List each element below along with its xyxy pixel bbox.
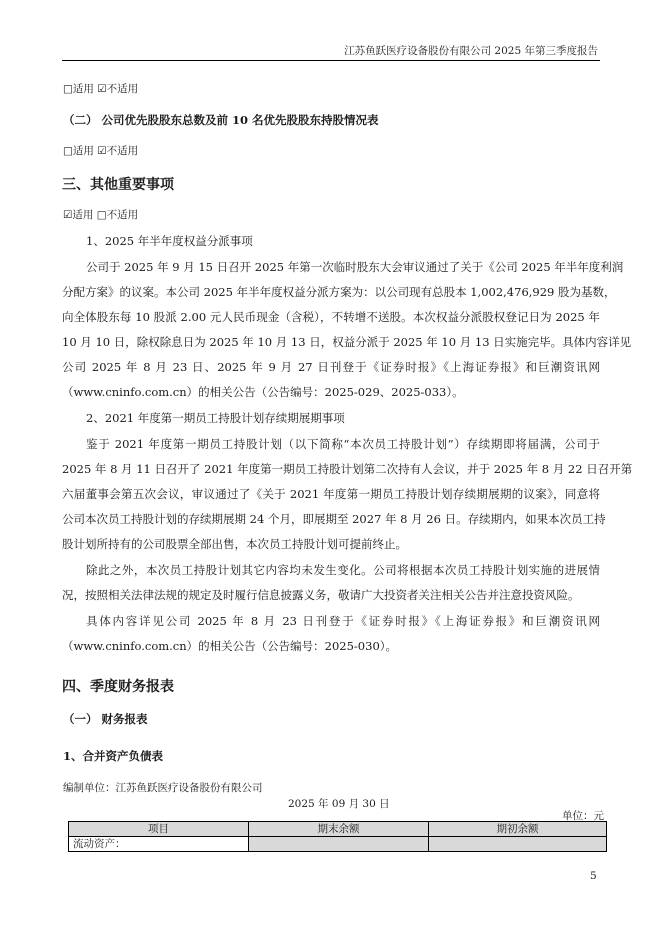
item1-line: （www.cninfo.com.cn）的相关公告（公告编号：2025-029、2025-033）。 <box>62 385 464 399</box>
other-applicability: ☑适用 □不适用 <box>63 209 139 221</box>
applicability-checkbox: □适用 ☑不适用 <box>63 83 139 95</box>
page-number: 5 <box>590 870 597 882</box>
item1-line: 分配方案》的议案。本公司 2025 年半年度权益分派方案为：以公司现有总股本 1,002,476,929 股为基数， <box>62 285 616 299</box>
item2-line: 2025 年 8 月 11 日召开了 2021 年度第一期员工持股计划第二次持有人会议，并于 2025 年 8 月 22 日召开第 <box>62 462 633 476</box>
item2-line: 具体内容详见公司 2025 年 8 月 23 日刊登于《证券时报》《上海证券报》和巨潮资讯网 <box>86 614 600 628</box>
item2-title: 2、2021 年度第一期员工持股计划存续期展期事项 <box>86 411 345 425</box>
item1-line: 向全体股东每 10 股派 2.00 元人民币现金（含税），不转增不送股。本次权益分派股权登记日为 2025 年 <box>62 310 600 324</box>
item2-line: 况，按照相关法律法规的规定及时履行信息披露义务，敬请广大投资者关注相关公告并注意投资风险。 <box>62 588 580 602</box>
item1-line: 公司于 2025 年 9 月 15 日召开 2025 年第一次临时股东大会审议通过了关于《公司 2025 年半年度利润 <box>86 260 624 274</box>
table-cell <box>249 837 429 852</box>
column-header: 期末余额 <box>249 822 429 837</box>
table-header-row <box>69 822 607 837</box>
balance-sheet-table <box>68 821 607 852</box>
other-matters-heading: 三、其他重要事项 <box>62 177 174 193</box>
table-row <box>69 837 607 852</box>
header-rule <box>62 60 600 61</box>
unit-label: 单位：元 <box>562 810 604 822</box>
column-header: 项目 <box>69 822 249 837</box>
item2-line: 股计划所持有的公司股票全部出售，本次员工持股计划可提前终止。 <box>62 537 407 551</box>
item2-line: （www.cninfo.com.cn）的相关公告（公告编号：2025-030）。 <box>62 639 398 653</box>
table-cell: 流动资产： <box>69 837 249 852</box>
column-header: 期初余额 <box>429 822 607 837</box>
item1-title: 1、2025 年半年度权益分派事项 <box>86 234 253 248</box>
preferred-applicability: □适用 ☑不适用 <box>63 145 139 157</box>
financial-statements-heading: 四、季度财务报表 <box>62 679 174 695</box>
table-cell <box>429 837 607 852</box>
item2-line: 除此之外，本次员工持股计划其它内容均未发生变化。公司将根据本次员工持股计划实施的进展情 <box>86 563 600 577</box>
item2-line: 公司本次员工持股计划的存续期展期 24 个月，即展期至 2027 年 8 月 26 日。存续期内，如果本次员工持 <box>62 512 606 526</box>
item1-line: 10 月 10 日，除权除息日为 2025 年 10 月 13 日，权益分派于 2025 年 10 月 13 日实施完毕。具体内容详见 <box>62 335 632 349</box>
balance-sheet-title: 1、合并资产负债表 <box>63 749 164 763</box>
item2-line: 六届董事会第五次会议，审议通过了《关于 2021 年度第一期员工持股计划存续期展期的议案》，同意将 <box>62 487 600 501</box>
report-date: 2025 年 09 月 30 日 <box>288 798 390 810</box>
preferred-shareholders-heading: （二） 公司优先股股东总数及前 10 名优先股股东持股情况表 <box>63 113 379 127</box>
compiler-label: 编制单位：江苏鱼跃医疗设备股份有限公司 <box>63 782 263 794</box>
financial-statements-subheading: （一） 财务报表 <box>63 712 148 726</box>
page-header: 江苏鱼跃医疗设备股份有限公司 2025 年第三季度报告 <box>344 45 598 57</box>
item2-line: 鉴于 2021 年度第一期员工持股计划（以下简称“本次员工持股计划”）存续期即将届满，公司于 <box>86 437 600 451</box>
item1-line: 公司 2025 年 8 月 23 日、2025 年 9 月 27 日刊登于《证券时报》《上海证券报》和巨潮资讯网 <box>62 360 600 374</box>
